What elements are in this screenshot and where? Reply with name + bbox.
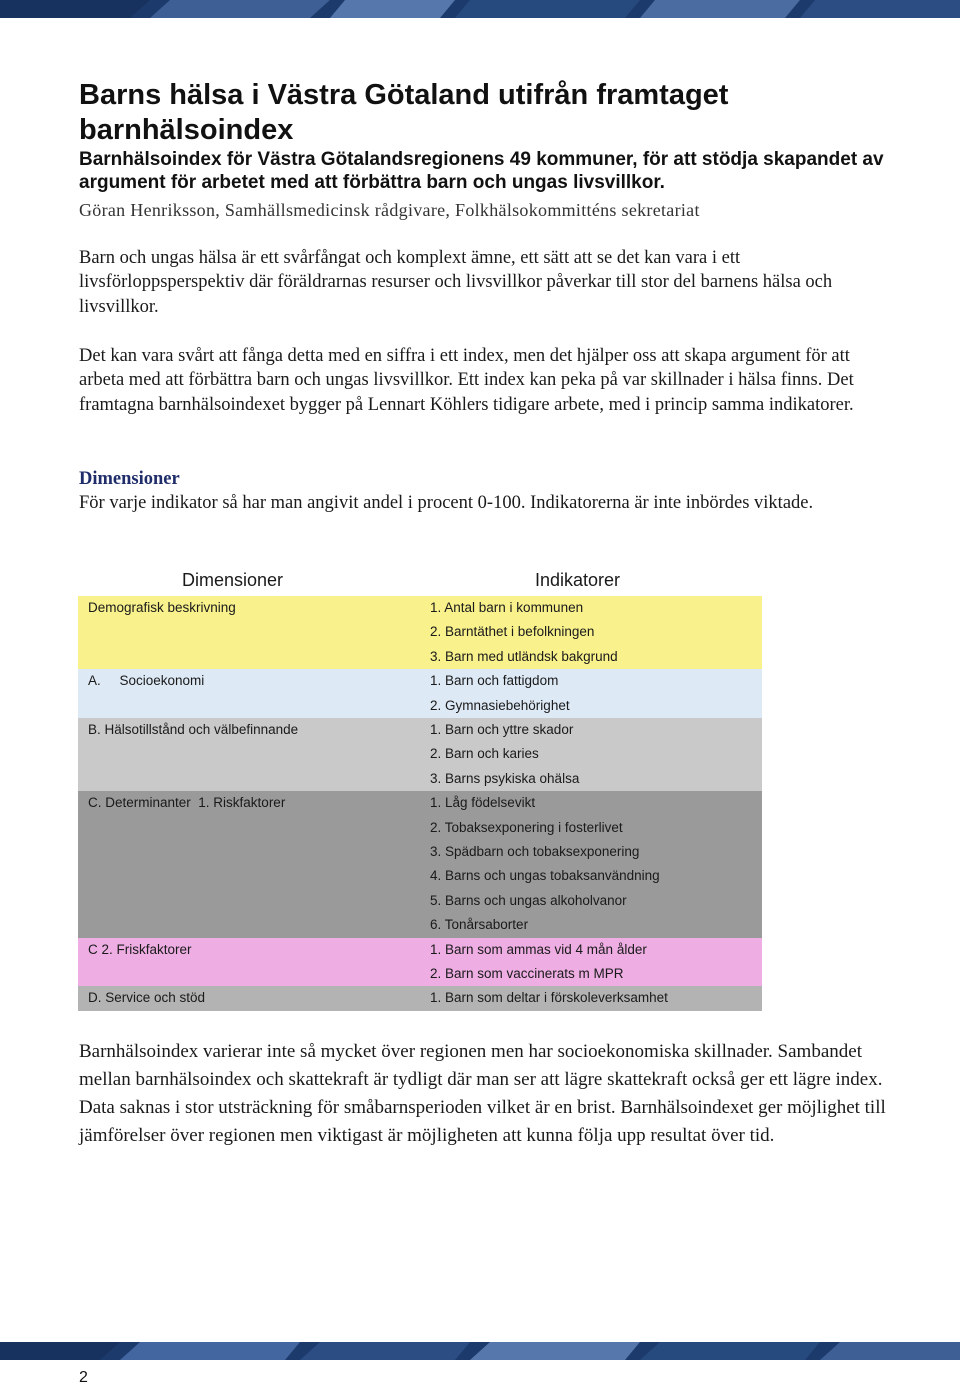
dimensions-indicators-table: [78, 562, 762, 1014]
indicator-item: 1. Låg födelsevikt: [430, 795, 536, 811]
intro-paragraph: Barn och ungas hälsa är ett svårfångat och komplext ämne, ett sätt att se det kan vara i ett livsförloppsperspektiv där föräldrarnas resurser och livsvillkor påverkar till stor del barnens hälsa och livsvillkor.: [79, 248, 833, 317]
table-group: [78, 986, 762, 1010]
indicator-list: [430, 718, 579, 791]
indicator-item: 3. Barn med utländsk bakgrund: [430, 648, 618, 664]
indicator-list: [430, 596, 618, 669]
indicator-item: 6. Tonårsaborter: [430, 917, 529, 933]
page-title: Barns hälsa i Västra Götaland utifrån framtaget barnhälsoindex: [79, 79, 729, 146]
dimension-label: D. Service och stöd: [88, 990, 206, 1006]
table-group: [78, 669, 762, 718]
dimension-label: C. Determinanter 1. Riskfaktorer: [88, 795, 286, 811]
indicator-item: 2. Tobaksexponering i fosterlivet: [430, 819, 623, 835]
indicator-item: 2. Gymnasiebehörighet: [430, 697, 570, 713]
indicator-item: 1. Barn som ammas vid 4 mån ålder: [430, 941, 647, 957]
header-decorative-band: [0, 0, 960, 18]
indicator-item: 1. Barn som deltar i förskoleverksamhet: [430, 990, 668, 1006]
dimension-label: C 2. Friskfaktorer: [88, 941, 192, 957]
indicator-item: 2. Barntäthet i befolkningen: [430, 624, 595, 640]
footer-decorative-band: [0, 1342, 960, 1360]
table-body: [78, 596, 762, 1012]
page-subtitle: Barnhälsoindex för Västra Götalandsregionens 49 kommuner, för att stödja skapandet av argument för arbetet med att förbättra barn och ungas livsvillkor.: [79, 149, 884, 193]
index-paragraph: Det kan vara svårt att fånga detta med en siffra i ett index, men det hjälper oss att skapa argument för att arbeta med att förbättra barn och ungas livsvillkor. Ett index kan peka på var skillnader i hälsa finns. Det framtagna barnhälsoindexet bygger på Lennart Köhlers tidigare arbete, med i princip samma indikatorer.: [79, 346, 854, 415]
dimension-label: Demografisk beskrivning: [88, 600, 236, 615]
dimensions-paragraph: För varje indikator så har man angivit andel i procent 0-100. Indikatorerna är inte inbördes viktade.: [79, 493, 814, 513]
indicator-item: 5. Barns och ungas alkoholvanor: [430, 892, 627, 908]
indicator-item: 3. Barns psykiska ohälsa: [430, 770, 580, 786]
table-group: [78, 718, 762, 791]
indicator-list: [430, 938, 647, 987]
indicator-item: 2. Barn som vaccinerats m MPR: [430, 965, 624, 981]
indicator-item: 3. Spädbarn och tobaksexponering: [430, 843, 640, 859]
indicator-list: [430, 791, 660, 937]
table-group: [78, 596, 762, 669]
author-line: Göran Henriksson, Samhällsmedicinsk rådgivare, Folkhälsokommitténs sekretariat: [79, 200, 700, 220]
table-group: [78, 938, 762, 987]
page-number: 2: [79, 1369, 88, 1386]
column-header-dimensions: Dimensioner: [182, 570, 284, 590]
indicator-item: 1. Antal barn i kommunen: [430, 600, 584, 615]
dimension-label: A. Socioekonomi: [88, 673, 205, 689]
dimensions-heading: Dimensioner: [79, 469, 180, 489]
indicator-item: 4. Barns och ungas tobaksanvändning: [430, 868, 660, 884]
indicator-item: 2. Barn och karies: [430, 746, 539, 762]
table-group: [78, 791, 762, 937]
dimension-label: B. Hälsotillstånd och välbefinnande: [88, 722, 299, 737]
indicator-item: 1. Barn och fattigdom: [430, 673, 559, 689]
indicator-item: 1. Barn och yttre skador: [430, 722, 574, 737]
summary-paragraph: Barnhälsoindex varierar inte så mycket över regionen men har socioekonomiska skillnader. Sambandet mellan barnhälsoindex och skattekraft är tydligt där man ser att lägre skattekraft också ger ett lägre index. Data saknas i stor utsträckning för småbarnsperioden vilket är en brist. Barnhälsoindexet ger möjlighet till jämförelser över regionen men viktigast är möjligheten att kunna följa upp resultat över tid.: [79, 1041, 886, 1146]
indicator-list: [430, 669, 570, 718]
column-header-indicators: Indikatorer: [535, 570, 621, 590]
indicator-list: [430, 986, 668, 1010]
